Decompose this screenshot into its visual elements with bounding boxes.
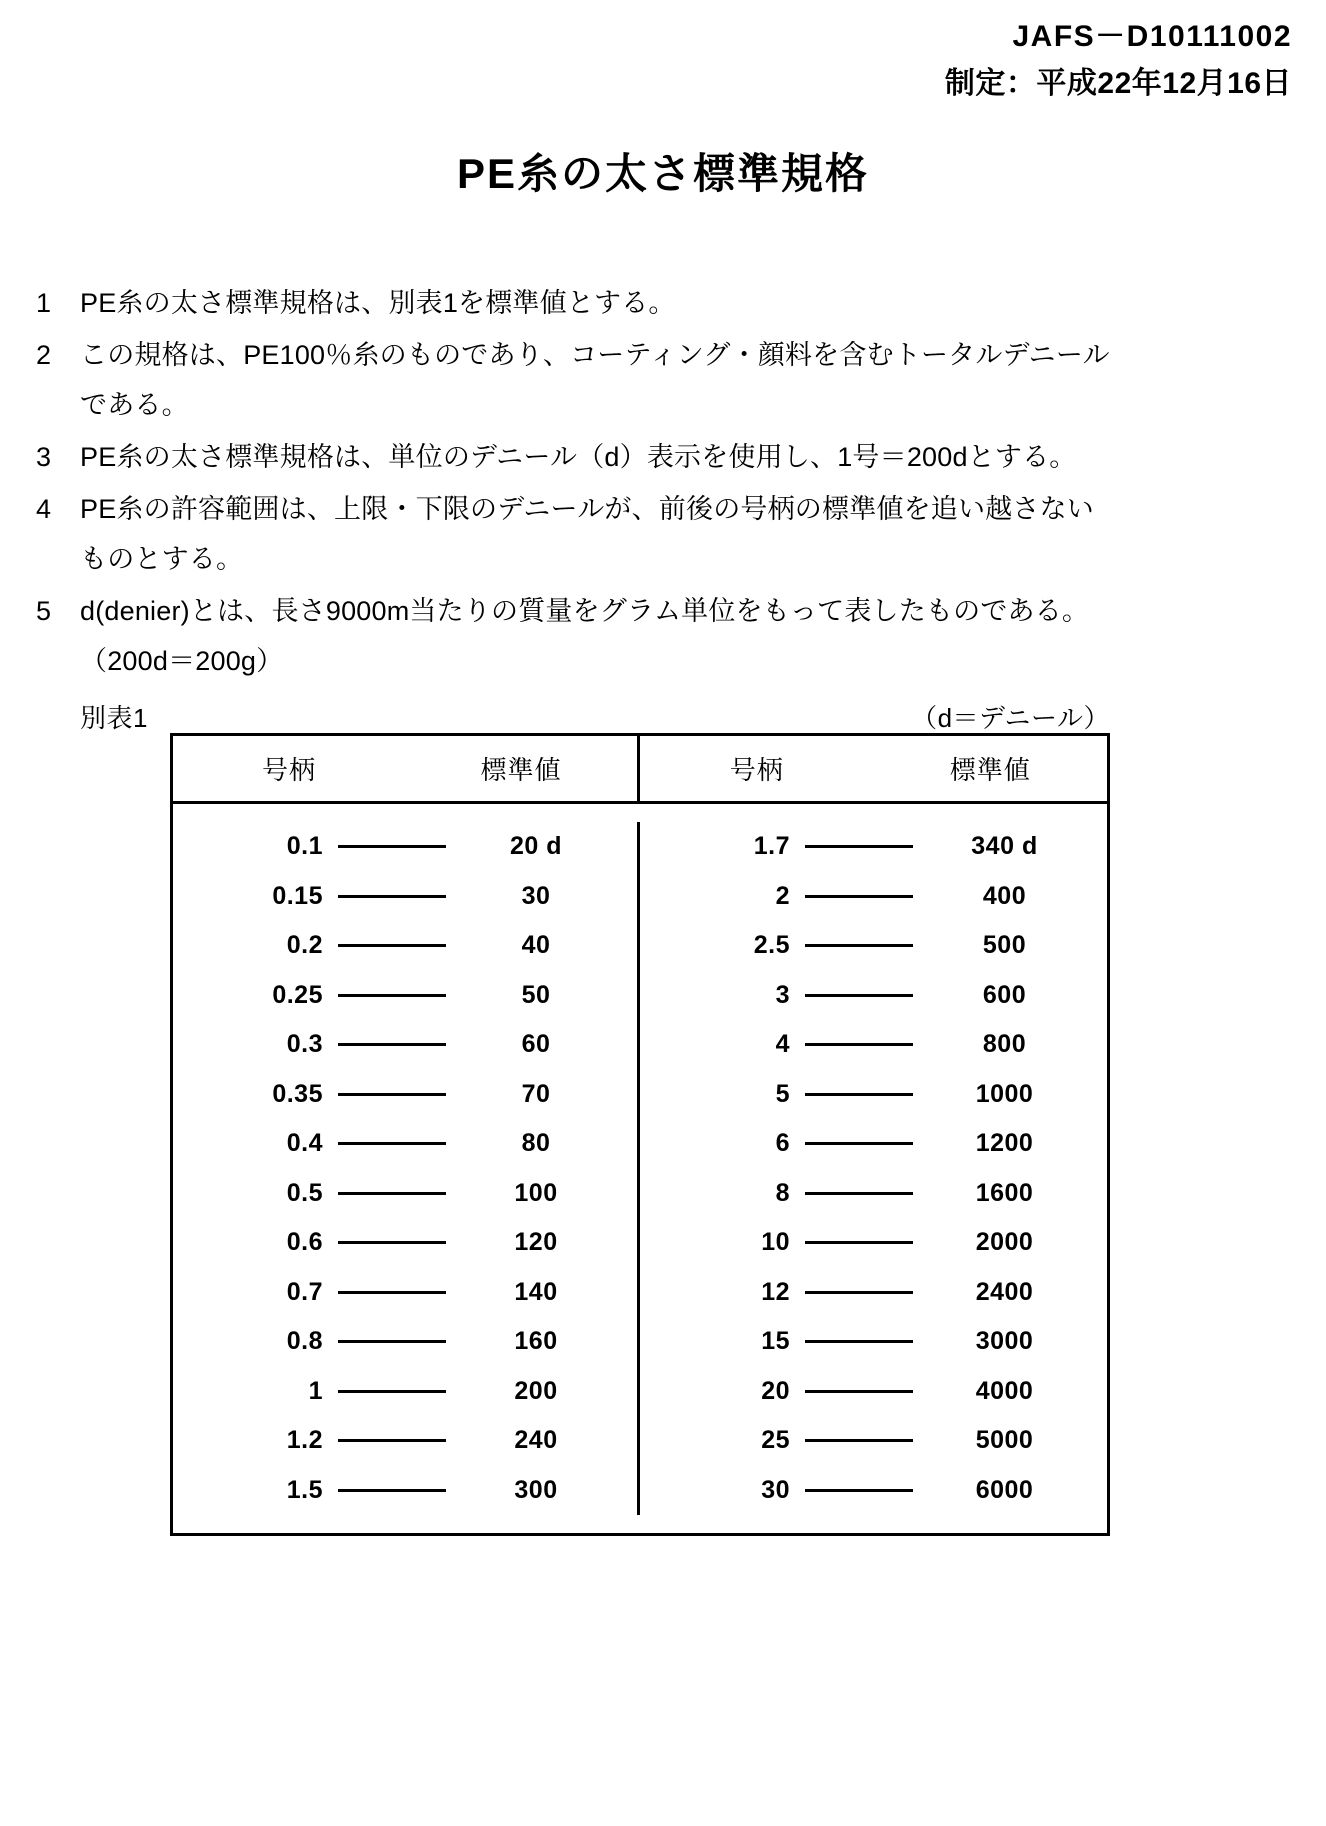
- table-row: [640, 1169, 1107, 1219]
- table-row: [640, 822, 1107, 872]
- column-header-value-left: 標準値: [480, 755, 562, 785]
- size-value: 2: [775, 881, 790, 910]
- table-row: [173, 1466, 637, 1516]
- document-header: [945, 14, 1292, 107]
- table-row: [640, 1070, 1107, 1120]
- standard-value: 5000: [975, 1426, 1034, 1455]
- table-body: [173, 804, 1107, 1533]
- standard-value: 70: [521, 1079, 551, 1108]
- standard-value: 500: [982, 931, 1027, 960]
- leader-dash-icon: [794, 994, 924, 997]
- leader-dash-icon: [327, 1291, 457, 1294]
- size-value: 0.3: [286, 1030, 323, 1059]
- table-left-column: [173, 822, 640, 1515]
- page-title: PE糸の太さ標準規格: [456, 150, 870, 197]
- leader-dash-icon: [794, 1291, 924, 1294]
- standard-value: 400: [982, 881, 1027, 910]
- size-value: 0.15: [272, 881, 323, 910]
- clause-line: この規格は、PE100％糸のものであり、コーティング・顔料を含むトータルデニール: [80, 340, 1110, 370]
- size-value: 25: [761, 1426, 790, 1455]
- leader-dash-icon: [327, 845, 457, 848]
- clause-number: 5: [36, 596, 52, 626]
- size-value: 0.7: [286, 1277, 323, 1306]
- size-value: 1.5: [286, 1475, 323, 1504]
- table-row: [173, 971, 637, 1021]
- size-value: 15: [761, 1327, 790, 1356]
- standard-value: 1000: [975, 1079, 1034, 1108]
- leader-dash-icon: [794, 944, 924, 947]
- size-value: 20: [761, 1376, 790, 1405]
- size-value: 0.4: [286, 1129, 323, 1158]
- clause-number: 1: [36, 288, 52, 318]
- size-value: 8: [775, 1178, 790, 1207]
- leader-dash-icon: [327, 1439, 457, 1442]
- table-row: [173, 822, 637, 872]
- table-header-row: [173, 736, 1107, 804]
- table-row: [173, 1218, 637, 1268]
- standard-value: 3000: [975, 1327, 1034, 1356]
- standard-value: 140: [514, 1277, 558, 1306]
- table-row: [173, 1119, 637, 1169]
- table-row: [173, 1268, 637, 1318]
- leader-dash-icon: [327, 1241, 457, 1244]
- leader-dash-icon: [327, 1340, 457, 1343]
- leader-dash-icon: [794, 1340, 924, 1343]
- leader-dash-icon: [794, 1192, 924, 1195]
- leader-dash-icon: [327, 1489, 457, 1492]
- clause-line: d(denier)とは、長さ9000m当たりの質量をグラム単位をもって表したものである。: [80, 596, 1090, 626]
- size-value: 1.7: [753, 832, 790, 861]
- leader-dash-icon: [794, 1390, 924, 1393]
- standard-value: 60: [521, 1030, 551, 1059]
- size-value: 12: [761, 1277, 790, 1306]
- standard-value: 1600: [975, 1178, 1034, 1207]
- leader-dash-icon: [794, 1093, 924, 1096]
- standard-value: 6000: [975, 1475, 1034, 1504]
- clause-item: [36, 586, 1136, 686]
- table-unit-note: （d＝デニール）: [911, 703, 1110, 733]
- table-row: [640, 971, 1107, 1021]
- clause-line: である。: [80, 390, 189, 420]
- clause-number: 3: [36, 442, 52, 472]
- table-row: [173, 1070, 637, 1120]
- table-row: [640, 1416, 1107, 1466]
- table-row: [173, 1020, 637, 1070]
- leader-dash-icon: [794, 845, 924, 848]
- clause-text: [80, 330, 1136, 430]
- standard-value: 120: [514, 1228, 558, 1257]
- leader-dash-icon: [327, 1390, 457, 1393]
- size-value: 5: [775, 1079, 790, 1108]
- standard-value: 30: [521, 881, 551, 910]
- clause-text: [80, 484, 1136, 584]
- table-right-column: [640, 822, 1107, 1515]
- clause-number: 4: [36, 494, 52, 524]
- size-value: 30: [761, 1475, 790, 1504]
- standard-value: 20 d: [509, 832, 563, 861]
- standard-value: 800: [982, 1030, 1027, 1059]
- size-value: 0.8: [286, 1327, 323, 1356]
- leader-dash-icon: [327, 994, 457, 997]
- size-value: 0.25: [272, 980, 323, 1009]
- table-row: [640, 1317, 1107, 1367]
- clause-line: ものとする。: [80, 544, 244, 574]
- leader-dash-icon: [327, 1192, 457, 1195]
- document-code: JAFS－D10111002: [1012, 20, 1292, 53]
- clause-text: [80, 278, 1136, 328]
- standard-value: 100: [514, 1178, 558, 1207]
- clause-line: PE糸の太さ標準規格は、別表1を標準値とする。: [80, 288, 676, 318]
- size-value: 0.1: [286, 832, 323, 861]
- table-row: [173, 1317, 637, 1367]
- standard-value: 2000: [975, 1228, 1034, 1257]
- leader-dash-icon: [327, 1093, 457, 1096]
- standard-value: 240: [514, 1426, 558, 1455]
- table-header-right-half: [640, 736, 1107, 801]
- table-row: [173, 1416, 637, 1466]
- clause-line: （200d＝200g）: [80, 646, 284, 676]
- size-value: 3: [775, 980, 790, 1009]
- standard-value: 340 d: [971, 832, 1038, 861]
- table-row: [173, 1169, 637, 1219]
- size-value: 2.5: [753, 931, 790, 960]
- clause-item: [36, 330, 1136, 430]
- size-value: 0.5: [286, 1178, 323, 1207]
- leader-dash-icon: [794, 1439, 924, 1442]
- table-row: [640, 872, 1107, 922]
- standard-value: 600: [982, 980, 1027, 1009]
- column-header-size-right: 号柄: [729, 755, 784, 785]
- size-value: 0.2: [286, 931, 323, 960]
- leader-dash-icon: [327, 1043, 457, 1046]
- clause-item: [36, 432, 1136, 482]
- column-header-size-left: 号柄: [261, 755, 316, 785]
- size-value: 10: [761, 1228, 790, 1257]
- table-label: 別表1: [80, 703, 148, 733]
- table-header-left-half: [173, 736, 640, 801]
- leader-dash-icon: [794, 1241, 924, 1244]
- table-row: [640, 1268, 1107, 1318]
- standard-value: 200: [514, 1376, 558, 1405]
- table-row: [640, 1218, 1107, 1268]
- size-value: 1.2: [286, 1426, 323, 1455]
- size-value: 0.35: [272, 1079, 323, 1108]
- leader-dash-icon: [327, 895, 457, 898]
- standard-value: 300: [514, 1475, 558, 1504]
- table-row: [640, 921, 1107, 971]
- table-row: [640, 1367, 1107, 1417]
- standard-value: 50: [521, 980, 551, 1009]
- standard-value: 80: [521, 1129, 551, 1158]
- clause-text: [80, 586, 1136, 686]
- table-row: [640, 1119, 1107, 1169]
- spec-table: [170, 733, 1110, 1536]
- clause-number: 2: [36, 340, 52, 370]
- standard-value: 160: [514, 1327, 558, 1356]
- standard-value: 4000: [975, 1376, 1034, 1405]
- column-header-value-right: 標準値: [949, 755, 1031, 785]
- table-row: [173, 921, 637, 971]
- table-caption-row: [80, 698, 1110, 735]
- leader-dash-icon: [327, 944, 457, 947]
- size-value: 4: [775, 1030, 790, 1059]
- clause-item: [36, 278, 1136, 328]
- standard-value: 40: [521, 931, 551, 960]
- size-value: 1: [308, 1376, 323, 1405]
- table-row: [640, 1020, 1107, 1070]
- clause-line: PE糸の太さ標準規格は、単位のデニール（d）表示を使用し、1号＝200dとする。: [80, 442, 1077, 472]
- standard-value: 2400: [975, 1277, 1034, 1306]
- table-row: [640, 1466, 1107, 1516]
- leader-dash-icon: [794, 1489, 924, 1492]
- clause-item: [36, 484, 1136, 584]
- size-value: 6: [775, 1129, 790, 1158]
- leader-dash-icon: [794, 1142, 924, 1145]
- clause-list: [36, 278, 1136, 688]
- clause-line: PE糸の許容範囲は、上限・下限のデニールが、前後の号柄の標準値を追い越さない: [80, 494, 1094, 524]
- table-row: [173, 1367, 637, 1417]
- clause-text: [80, 432, 1136, 482]
- standard-value: 1200: [975, 1129, 1034, 1158]
- table-row: [173, 872, 637, 922]
- size-value: 0.6: [286, 1228, 323, 1257]
- leader-dash-icon: [327, 1142, 457, 1145]
- leader-dash-icon: [794, 1043, 924, 1046]
- document-date: 制定：平成22年12月16日: [944, 66, 1292, 100]
- leader-dash-icon: [794, 895, 924, 898]
